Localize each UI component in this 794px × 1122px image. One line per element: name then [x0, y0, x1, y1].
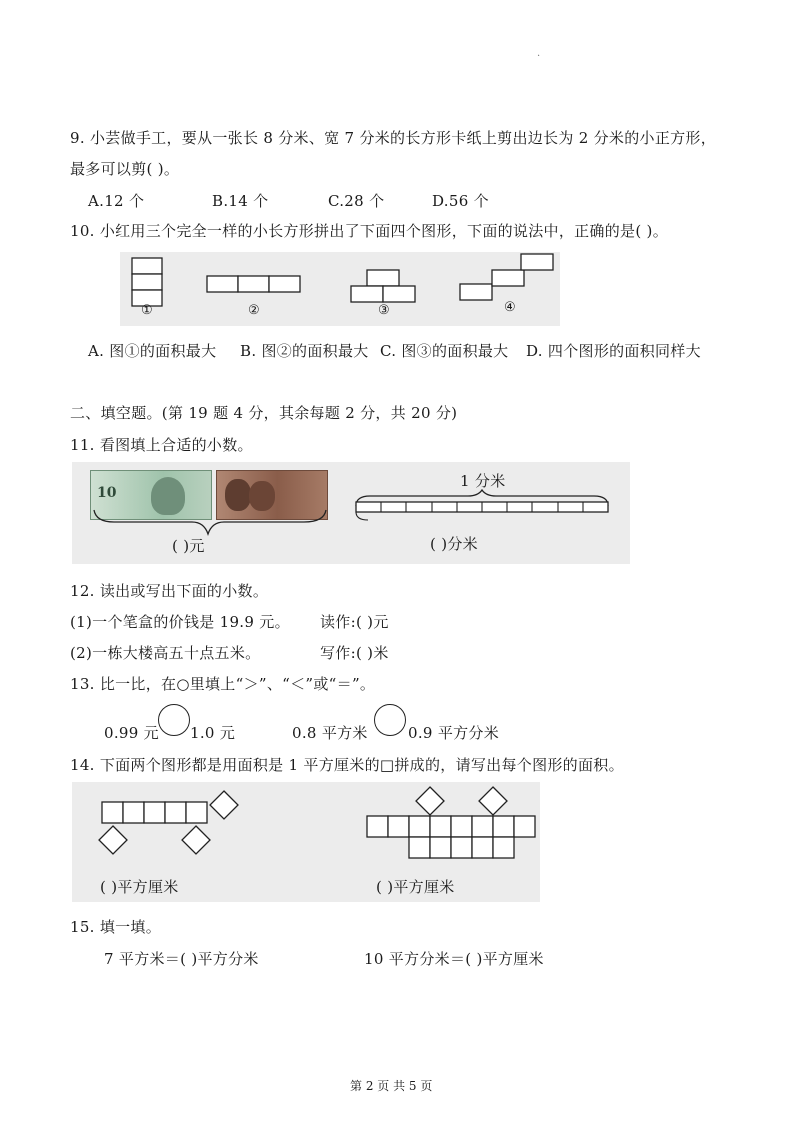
- q10-stem: 10. 小红用三个完全一样的小长方形拼出了下面四个图形，下面的说法中，正确的是( )。: [70, 222, 668, 240]
- q12-item1: (1)一个笔盒的价钱是 19.9 元。: [70, 613, 290, 631]
- f1-square-1: [102, 802, 123, 823]
- decimeter-ruler: [350, 488, 616, 522]
- q10-figure-label-4: ④: [504, 300, 516, 315]
- f1-diamond-bottomleft: [99, 826, 127, 854]
- q9-stem-line1: 9. 小芸做手工，要从一张长 8 分米、宽 7 分米的长方形卡纸上剪出边长为 2 分米的小正方形，: [70, 129, 717, 147]
- q10-option-d: D. 四个图形的面积同样大: [526, 342, 701, 360]
- f2-diamond-right: [479, 787, 507, 815]
- q12-item2-answer: 写作:( )米: [320, 644, 389, 662]
- f1-square-5: [186, 802, 207, 823]
- f1-square-2: [123, 802, 144, 823]
- fig1-rect-top: [132, 258, 162, 274]
- q11-stem: 11. 看图填上合适的小数。: [70, 436, 253, 454]
- q13-stem: 13. 比一比，在○里填上“＞”、“＜”或“＝”。: [70, 675, 376, 693]
- q10-option-a: A. 图①的面积最大: [88, 342, 217, 360]
- fig3-rect-top: [367, 270, 399, 286]
- f2-top-4: [430, 816, 451, 837]
- q13-compare-circle-a[interactable]: [158, 704, 190, 736]
- q13-right-b: 0.9 平方分米: [408, 724, 500, 742]
- f2-top-6: [472, 816, 493, 837]
- money-brace: [92, 508, 332, 538]
- q11-ruler-blank: ( )分米: [430, 535, 478, 553]
- q10-option-b: B. 图②的面积最大: [240, 342, 369, 360]
- q10-figures: [120, 252, 560, 326]
- q9-option-d: D.56 个: [432, 192, 489, 210]
- ten-yuan-note-image: 10: [90, 470, 212, 520]
- f2-top-8: [514, 816, 535, 837]
- q13-right-a: 1.0 元: [190, 724, 236, 742]
- f1-diamond-topright: [210, 791, 238, 819]
- fig2-rect-2: [238, 276, 269, 292]
- fig2-rect-3: [269, 276, 300, 292]
- fig3-rect-right: [383, 286, 415, 302]
- q10-figure-label-2: ②: [248, 303, 260, 318]
- q12-item1-answer: 读作:( )元: [320, 613, 389, 631]
- f2-top-2: [388, 816, 409, 837]
- fig4-rect-3: [521, 254, 553, 270]
- f2-diamond-left: [416, 787, 444, 815]
- q15-item2: 10 平方分米＝( )平方厘米: [364, 950, 544, 968]
- q12-item2: (2)一栋大楼高五十点五米。: [70, 644, 261, 662]
- q13-left-b: 0.8 平方米: [292, 724, 368, 742]
- f2-top-3: [409, 816, 430, 837]
- q14-stem: 14. 下面两个图形都是用面积是 1 平方厘米的□拼成的，请写出每个图形的面积。: [70, 756, 624, 774]
- q14-blank-1: ( )平方厘米: [100, 878, 179, 896]
- header-mark: .: [537, 48, 541, 59]
- fig1-rect-mid: [132, 274, 162, 290]
- f1-square-3: [144, 802, 165, 823]
- fig3-rect-left: [351, 286, 383, 302]
- q10-option-c: C. 图③的面积最大: [380, 342, 509, 360]
- q13-compare-circle-b[interactable]: [374, 704, 406, 736]
- f1-square-4: [165, 802, 186, 823]
- f2-top-1: [367, 816, 388, 837]
- q14-blank-2: ( )平方厘米: [376, 878, 455, 896]
- f2-bot-5: [493, 837, 514, 858]
- fig4-rect-1: [460, 284, 492, 300]
- q15-stem: 15. 填一填。: [70, 918, 162, 936]
- f2-top-5: [451, 816, 472, 837]
- q15-item1: 7 平方米＝( )平方分米: [104, 950, 259, 968]
- q13-left-a: 0.99 元: [104, 724, 159, 742]
- f2-bot-3: [451, 837, 472, 858]
- f2-bot-4: [472, 837, 493, 858]
- q10-figure-label-1: ①: [141, 303, 153, 318]
- f1-diamond-bottomright: [182, 826, 210, 854]
- fig2-rect-1: [207, 276, 238, 292]
- f2-bot-2: [430, 837, 451, 858]
- page-footer: 第 2 页 共 5 页: [350, 1079, 433, 1093]
- q9-option-c: C.28 个: [328, 192, 385, 210]
- q11-ruler-title: 1 分米: [460, 472, 506, 490]
- q9-option-a: A.12 个: [88, 192, 145, 210]
- f2-bot-1: [409, 837, 430, 858]
- q9-option-b: B.14 个: [212, 192, 269, 210]
- q10-figure-label-3: ③: [378, 303, 390, 318]
- q12-stem: 12. 读出或写出下面的小数。: [70, 582, 269, 600]
- fig4-rect-2: [492, 270, 524, 286]
- q9-stem-line2: 最多可以剪( )。: [70, 160, 180, 178]
- section2-title: 二、填空题。(第 19 题 4 分，其余每题 2 分，共 20 分): [70, 404, 458, 422]
- f2-top-7: [493, 816, 514, 837]
- q11-money-blank: ( )元: [172, 537, 205, 555]
